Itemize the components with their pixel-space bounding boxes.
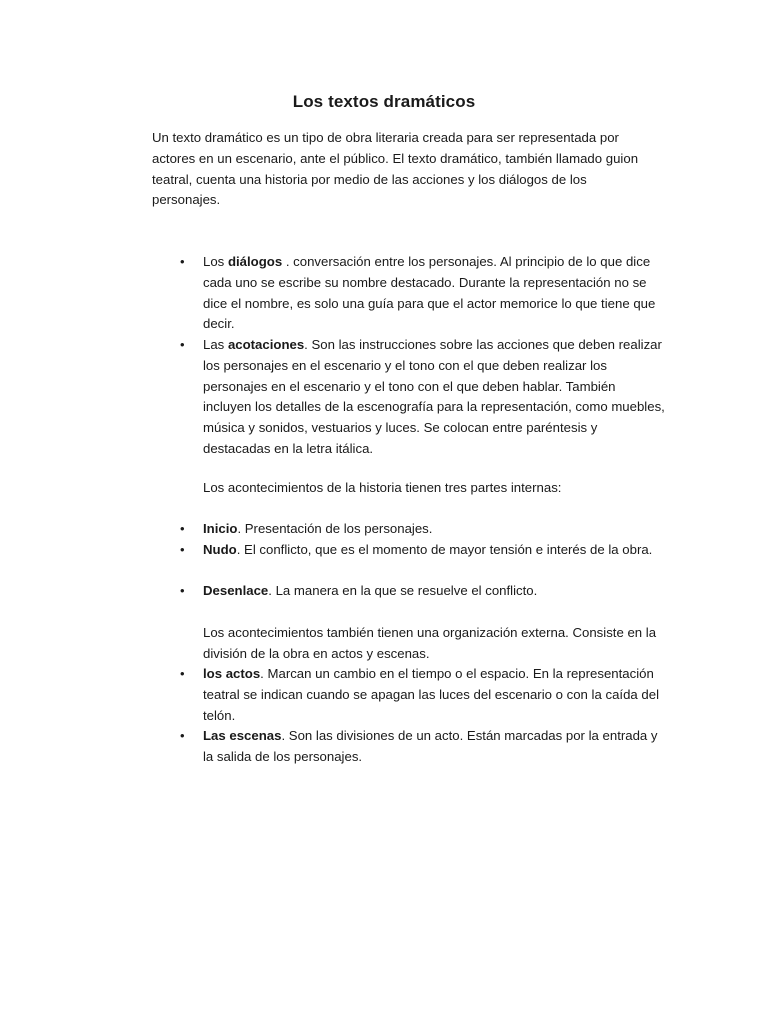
item-text: . El conflicto, que es el momento de mayor tensión e interés de la obra. [236,542,653,557]
bullet-icon: • [180,521,185,536]
item-text: . Son las divisiones de un acto. Están marcadas por la entrada y la salida de los personajes. [203,728,658,764]
bullet-icon: • [180,666,185,681]
item-term: Las escenas [203,728,282,743]
item-text: . La manera en la que se resuelve el conflicto. [268,583,538,598]
item-text: . Marcan un cambio en el tiempo o el espacio. En la representación teatral se indican cuando se apagan las luces del escenario o con la caída del telón. [203,666,660,723]
bullet-icon: • [180,542,185,557]
bullet-icon: • [180,254,185,269]
item-text: . Son las instrucciones sobre las acciones que deben realizar los personajes en el escenario y el tono con el que deben realizar los personajes en el escenario y el tono con el que deben hablar. También incluyen los detalles de la escenografía para la representación, como muebles, música y sonidos, vestuarios y luces. Se colocan entre paréntesis y destacadas en la letra itálica. [203,337,665,456]
bullet-icon: • [180,728,185,743]
bullet-icon: • [180,337,185,352]
list-item-nudo [180,540,665,561]
list-item-escenas [180,726,665,768]
item-term: Desenlace [203,583,269,598]
intro-paragraph: Un texto dramático es un tipo de obra literaria creada para ser representada por actores en un escenario, ante el público. El texto dramático, también llamado guion teatral, cuenta una historia por medio de las acciones y los diálogos de los personajes. [152,130,639,208]
item-term: Nudo [203,542,237,557]
list-item-dialogos [180,252,665,335]
list-item-inicio [180,519,665,540]
item-term: los actos [203,666,261,681]
item-term: acotaciones [227,337,305,352]
paragraph-external-organization: Los acontecimientos también tienen una organización externa. Consiste en la división de la obra en actos y escenas. [203,625,657,661]
bullet-icon: • [180,583,185,598]
item-prefix: Los [203,254,228,269]
paragraph-internal-parts: Los acontecimientos de la historia tienen tres partes internas: [203,480,562,495]
item-text: . Presentación de los personajes. [237,521,433,536]
item-term: diálogos [227,254,283,269]
list-item-actos [180,664,665,726]
item-term: Inicio [203,521,238,536]
item-prefix: Las [203,337,228,352]
list-item-desenlace [180,581,665,602]
page-title: Los textos dramáticos [292,92,476,111]
list-item-acotaciones [180,335,665,460]
item-text: . conversación entre los personajes. Al principio de lo que dice cada uno se escribe su nombre destacado. Durante la representación no se dice el nombre, es solo una guía para que el actor memorice lo que tiene que decir. [203,254,656,332]
